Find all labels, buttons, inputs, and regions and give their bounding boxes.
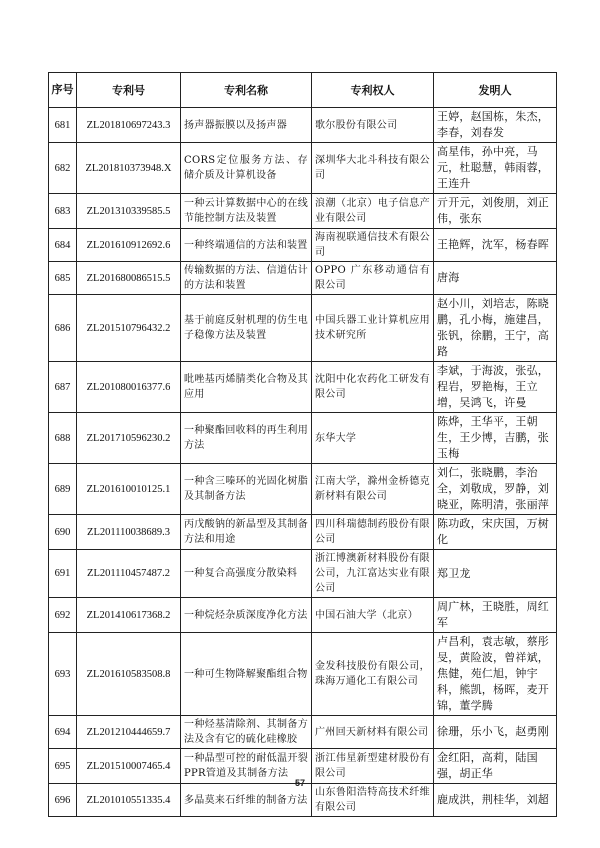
table-row xyxy=(49,598,557,633)
cell-patent-no: ZL201210444659.7 xyxy=(77,716,181,749)
cell-seq: 684 xyxy=(49,229,77,262)
cell-patent-name: 一种聚酯回收料的再生利用方法 xyxy=(181,413,312,464)
cell-inventors: 郑卫龙 xyxy=(434,550,557,598)
cell-seq: 683 xyxy=(49,194,77,229)
cell-inventors: 刘仁，张晓鹏，李治全，刘敬成，罗静，刘晓亚，陈明清，张丽萍 xyxy=(434,464,557,515)
cell-seq: 688 xyxy=(49,413,77,464)
cell-seq: 690 xyxy=(49,515,77,550)
table-row xyxy=(49,784,557,817)
cell-patent-owner: 海南视联通信技术有限公司 xyxy=(312,229,434,262)
cell-seq: 695 xyxy=(49,749,77,784)
cell-patent-owner: 浪潮（北京）电子信息产业有限公司 xyxy=(312,194,434,229)
cell-patent-name: 一种云计算数据中心的在线节能控制方法及装置 xyxy=(181,194,312,229)
header-patent-name: 专利名称 xyxy=(181,73,312,108)
table-row xyxy=(49,515,557,550)
header-seq: 序号 xyxy=(49,73,77,108)
patent-table xyxy=(48,72,557,817)
cell-patent-owner: 深圳华大北斗科技有限公司 xyxy=(312,143,434,194)
cell-patent-name: 传输数据的方法、信道估计的方法和装置 xyxy=(181,262,312,295)
cell-patent-owner: 山东鲁阳浩特高技术纤维有限公司 xyxy=(312,784,434,817)
cell-patent-no: ZL201110457487.2 xyxy=(77,550,181,598)
cell-patent-no: ZL201710596230.2 xyxy=(77,413,181,464)
cell-inventors: 高星伟，孙中亮，马元，杜聪慧，韩雨蓉，王连升 xyxy=(434,143,557,194)
cell-patent-owner: 广州回天新材料有限公司 xyxy=(312,716,434,749)
table-row xyxy=(49,295,557,362)
cell-patent-no: ZL201310339585.5 xyxy=(77,194,181,229)
cell-patent-no: ZL201510796432.2 xyxy=(77,295,181,362)
table-row xyxy=(49,550,557,598)
table-row xyxy=(49,143,557,194)
cell-patent-no: ZL201680086515.5 xyxy=(77,262,181,295)
cell-inventors: 徐珊，乐小飞，赵勇刚 xyxy=(434,716,557,749)
cell-inventors: 陈烨，王华平，王朝生，王少博，吉鹏，张玉梅 xyxy=(434,413,557,464)
cell-seq: 696 xyxy=(49,784,77,817)
cell-seq: 694 xyxy=(49,716,77,749)
cell-patent-no: ZL201510007465.4 xyxy=(77,749,181,784)
cell-inventors: 王艳辉，沈军，杨春晖 xyxy=(434,229,557,262)
cell-patent-no: ZL201810697243.3 xyxy=(77,108,181,143)
cell-patent-owner: 四川科瑞德制药股份有限公司 xyxy=(312,515,434,550)
table-row xyxy=(49,362,557,413)
table-row xyxy=(49,464,557,515)
cell-seq: 682 xyxy=(49,143,77,194)
cell-inventors: 陈功政，宋庆国，万树化 xyxy=(434,515,557,550)
cell-patent-no: ZL201110038689.3 xyxy=(77,515,181,550)
table-row xyxy=(49,633,557,716)
table-row xyxy=(49,716,557,749)
cell-patent-owner: 中国石油大学（北京） xyxy=(312,598,434,633)
cell-patent-no: ZL201410617368.2 xyxy=(77,598,181,633)
header-row xyxy=(49,73,557,108)
cell-patent-owner: 浙江伟星新型建材股份有限公司 xyxy=(312,749,434,784)
cell-patent-name: 多晶莫来石纤维的制备方法 xyxy=(181,784,312,817)
cell-patent-owner: OPPO 广东移动通信有限公司 xyxy=(312,262,434,295)
header-patent-no: 专利号 xyxy=(77,73,181,108)
cell-patent-owner: 东华大学 xyxy=(312,413,434,464)
cell-patent-owner: 中国兵器工业计算机应用技术研究所 xyxy=(312,295,434,362)
cell-inventors: 金红阳，高莉，陆国强，胡正华 xyxy=(434,749,557,784)
cell-patent-name: 吡唑基丙烯腈类化合物及其应用 xyxy=(181,362,312,413)
cell-patent-name: 一种烃基清除剂、其制备方法及含有它的硫化硅橡胶 xyxy=(181,716,312,749)
cell-seq: 693 xyxy=(49,633,77,716)
cell-seq: 687 xyxy=(49,362,77,413)
cell-inventors: 卢昌利，袁志敏，蔡彤旻，黄险波，曾祥斌，焦健，苑仁旭，钟宇科，熊凯，杨晖，麦开锦，董学腾 xyxy=(434,633,557,716)
table-row xyxy=(49,194,557,229)
cell-patent-name: 扬声器振膜以及扬声器 xyxy=(181,108,312,143)
cell-patent-name: 基于前庭反射机理的仿生电子稳像方法及装置 xyxy=(181,295,312,362)
cell-inventors: 李斌，于海波，张弘，程岩，罗艳梅，王立增，吴鸿飞，许曼 xyxy=(434,362,557,413)
cell-inventors: 赵小川，刘培志，陈晓鹏，孔小梅，施建昌，张钒，徐鹏，王宁，高路 xyxy=(434,295,557,362)
cell-inventors: 王婷，赵国栋，朱杰，李春，刘春发 xyxy=(434,108,557,143)
header-patent-owner: 专利权人 xyxy=(312,73,434,108)
cell-inventors: 亓开元，刘俊朋，刘正伟，张东 xyxy=(434,194,557,229)
cell-inventors: 唐海 xyxy=(434,262,557,295)
cell-patent-name: 一种烷烃杂质深度净化方法 xyxy=(181,598,312,633)
cell-seq: 692 xyxy=(49,598,77,633)
table-row xyxy=(49,229,557,262)
cell-patent-no: ZL201010551335.4 xyxy=(77,784,181,817)
cell-inventors: 鹿成洪，荆桂华，刘超 xyxy=(434,784,557,817)
cell-patent-name: 一种晶型可控的耐低温开裂PPR管道及其制备方法 xyxy=(181,749,312,784)
cell-patent-name: 丙戊酸钠的新晶型及其制备方法和用途 xyxy=(181,515,312,550)
cell-patent-owner: 金发科技股份有限公司，珠海万通化工有限公司 xyxy=(312,633,434,716)
cell-patent-no: ZL201610912692.6 xyxy=(77,229,181,262)
cell-seq: 689 xyxy=(49,464,77,515)
cell-patent-no: ZL201610010125.1 xyxy=(77,464,181,515)
cell-patent-owner: 沈阳中化农药化工研发有限公司 xyxy=(312,362,434,413)
table-row xyxy=(49,413,557,464)
cell-seq: 681 xyxy=(49,108,77,143)
cell-patent-name: 一种可生物降解聚酯组合物 xyxy=(181,633,312,716)
table-header xyxy=(49,73,557,108)
cell-patent-name: 一种终端通信的方法和装置 xyxy=(181,229,312,262)
table-body xyxy=(49,108,557,817)
cell-patent-name: 一种含三嗪环的光固化树脂及其制备方法 xyxy=(181,464,312,515)
table-row xyxy=(49,262,557,295)
cell-seq: 686 xyxy=(49,295,77,362)
cell-patent-owner: 江南大学，滁州金桥德克新材料有限公司 xyxy=(312,464,434,515)
cell-patent-no: ZL201810373948.X xyxy=(77,143,181,194)
cell-seq: 685 xyxy=(49,262,77,295)
page-number: 57 xyxy=(294,778,305,788)
cell-patent-owner: 浙江博澳新材料股份有限公司，九江富达实业有限公司 xyxy=(312,550,434,598)
header-inventors: 发明人 xyxy=(434,73,557,108)
cell-patent-owner: 歌尔股份有限公司 xyxy=(312,108,434,143)
cell-seq: 691 xyxy=(49,550,77,598)
cell-patent-no: ZL201610583508.8 xyxy=(77,633,181,716)
cell-patent-name: CORS定位服务方法、存储介质及计算机设备 xyxy=(181,143,312,194)
table-row xyxy=(49,108,557,143)
cell-inventors: 周广林，王晓胜，周红军 xyxy=(434,598,557,633)
cell-patent-name: 一种复合高强度分散染料 xyxy=(181,550,312,598)
cell-patent-no: ZL201080016377.6 xyxy=(77,362,181,413)
